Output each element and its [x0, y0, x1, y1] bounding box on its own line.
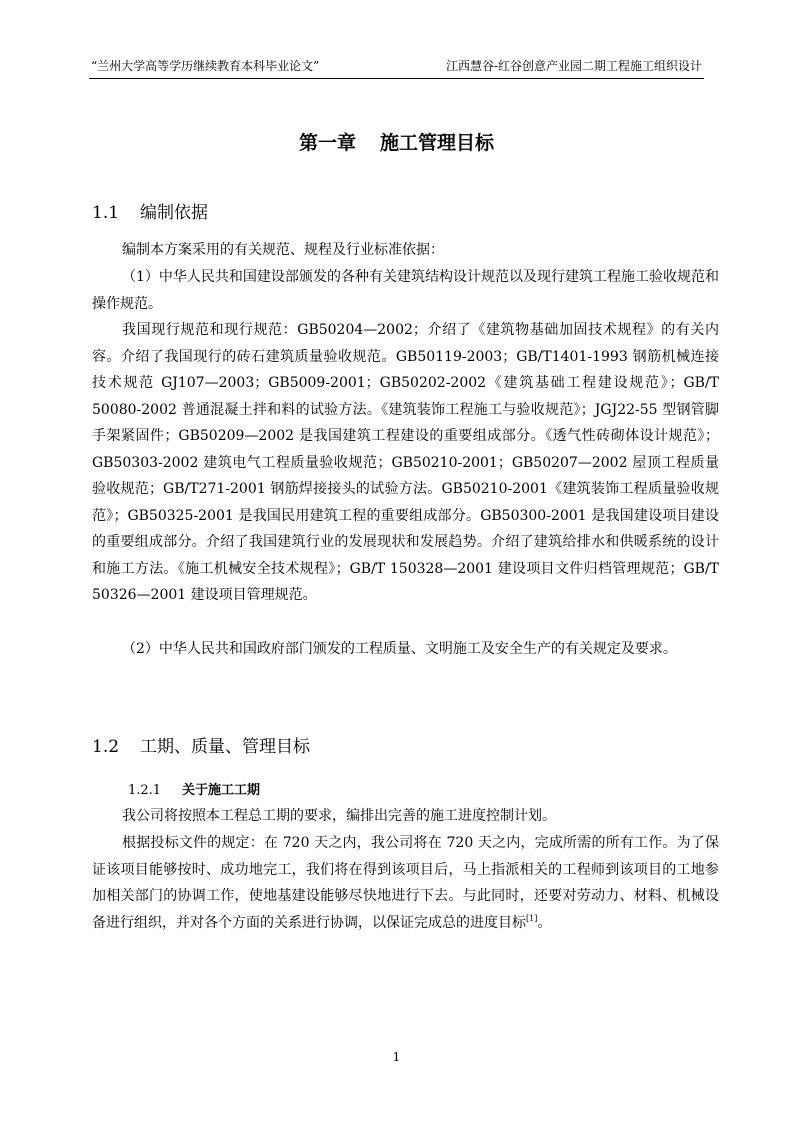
paragraph-standards-list: 我国现行规范和现行规范：GB50204—2002；介绍了《建筑物基础加固技术规程》的有关内容。介绍了我国现行的砖石建筑质量验收规范。GB50119-2003；GB/T1401-1993 钢筋机械连接技术规范 GJ107—2003；GB5009-2001；GB50202-2002《建筑基础工程建设规范》；GB/T 50080-2002 普通混凝土拌和料的试验方法。《建筑装饰工程施工与验收规范》；JGJ22-55 型钢管脚手架紧固件；GB50209—2002 是我国建筑工程建设的重要组成部分。《透气性砖砌体设计规范》；GB50303-2002 建筑电气工程质量验收规范；GB50210-2001；GB50207—2002 屋顶工程质量验收规范；GB/T271-2001 钢筋焊接接头的试验方法。GB50210-2001《建筑装饰工程质量验收规范》；GB50325-2001 是我国民用建筑工程的重要组成部分。GB50300-2001 是我国建设项目建设的重要组成部分。介绍了我国建筑行业的发展现状和发展趋势。介绍了建筑给排水和供暖系统的设计和施工方法。《施工机械安全技术规程》；GB/T 150328—2001 建设项目文件归档管理规范；GB/T 50326—2001 建设项目管理规范。 — [92, 322, 719, 603]
paragraph-schedule-plan: 我公司将按照本工程总工期的要求，编排出完善的施工进度控制计划。 — [122, 808, 556, 824]
section-number: 1.2 — [92, 737, 120, 757]
subsection-number: 1.2.1 — [128, 783, 162, 798]
header-rule — [89, 78, 704, 79]
section-number: 1.1 — [92, 203, 120, 223]
section-title: 工期、质量、管理目标 — [140, 737, 310, 757]
subsection-heading-1-2-1 — [128, 779, 260, 798]
page-header — [89, 56, 704, 76]
section-heading-1-2 — [92, 732, 310, 757]
subsection-title: 关于施工工期 — [182, 783, 261, 798]
section-title: 编制依据 — [140, 203, 208, 223]
paragraph-item-1: （1）中华人民共和国建设部颁发的各种有关建筑结构设计规范以及现行建筑工程施工验收规范和操作规范。 — [92, 269, 719, 312]
paragraph-intro: 编制本方案采用的有关规范、规程及行业标准依据： — [122, 242, 444, 258]
paragraph-schedule-details — [92, 830, 719, 936]
page-number: 1 — [392, 1050, 401, 1064]
chapter-heading — [0, 128, 793, 155]
schedule-details-text: 根据投标文件的规定：在 720 天之内，我公司将在 720 天之内，完成所需的所有工作。为了保证该项目能够按时、成功地完工，我们将在得到该项目后，马上指派相关的工程师到该项目的工地参加相关部门的协调工作，使地基建设能够尽快地进行下去。与此同时，还要对劳动力、材料、机械设备进行组织，并对各个方面的关系进行协调，以保证完成总的进度目标 — [92, 835, 719, 931]
chapter-title: 施工管理目标 — [380, 132, 495, 154]
header-project-title: 江西慧谷-红谷创意产业园二期工程施工组织设计 — [445, 59, 702, 73]
chapter-number: 第一章 — [298, 132, 356, 154]
schedule-details-end: 。 — [537, 914, 552, 931]
section-heading-1-1 — [92, 198, 208, 223]
paragraph-item-2: （2）中华人民共和国政府部门颁发的工程质量、文明施工及安全生产的有关规定及要求。 — [122, 641, 677, 657]
header-thesis-label: “兰州大学高等学历继续教育本科毕业论文” — [91, 59, 320, 73]
citation-1: [1] — [526, 913, 538, 923]
